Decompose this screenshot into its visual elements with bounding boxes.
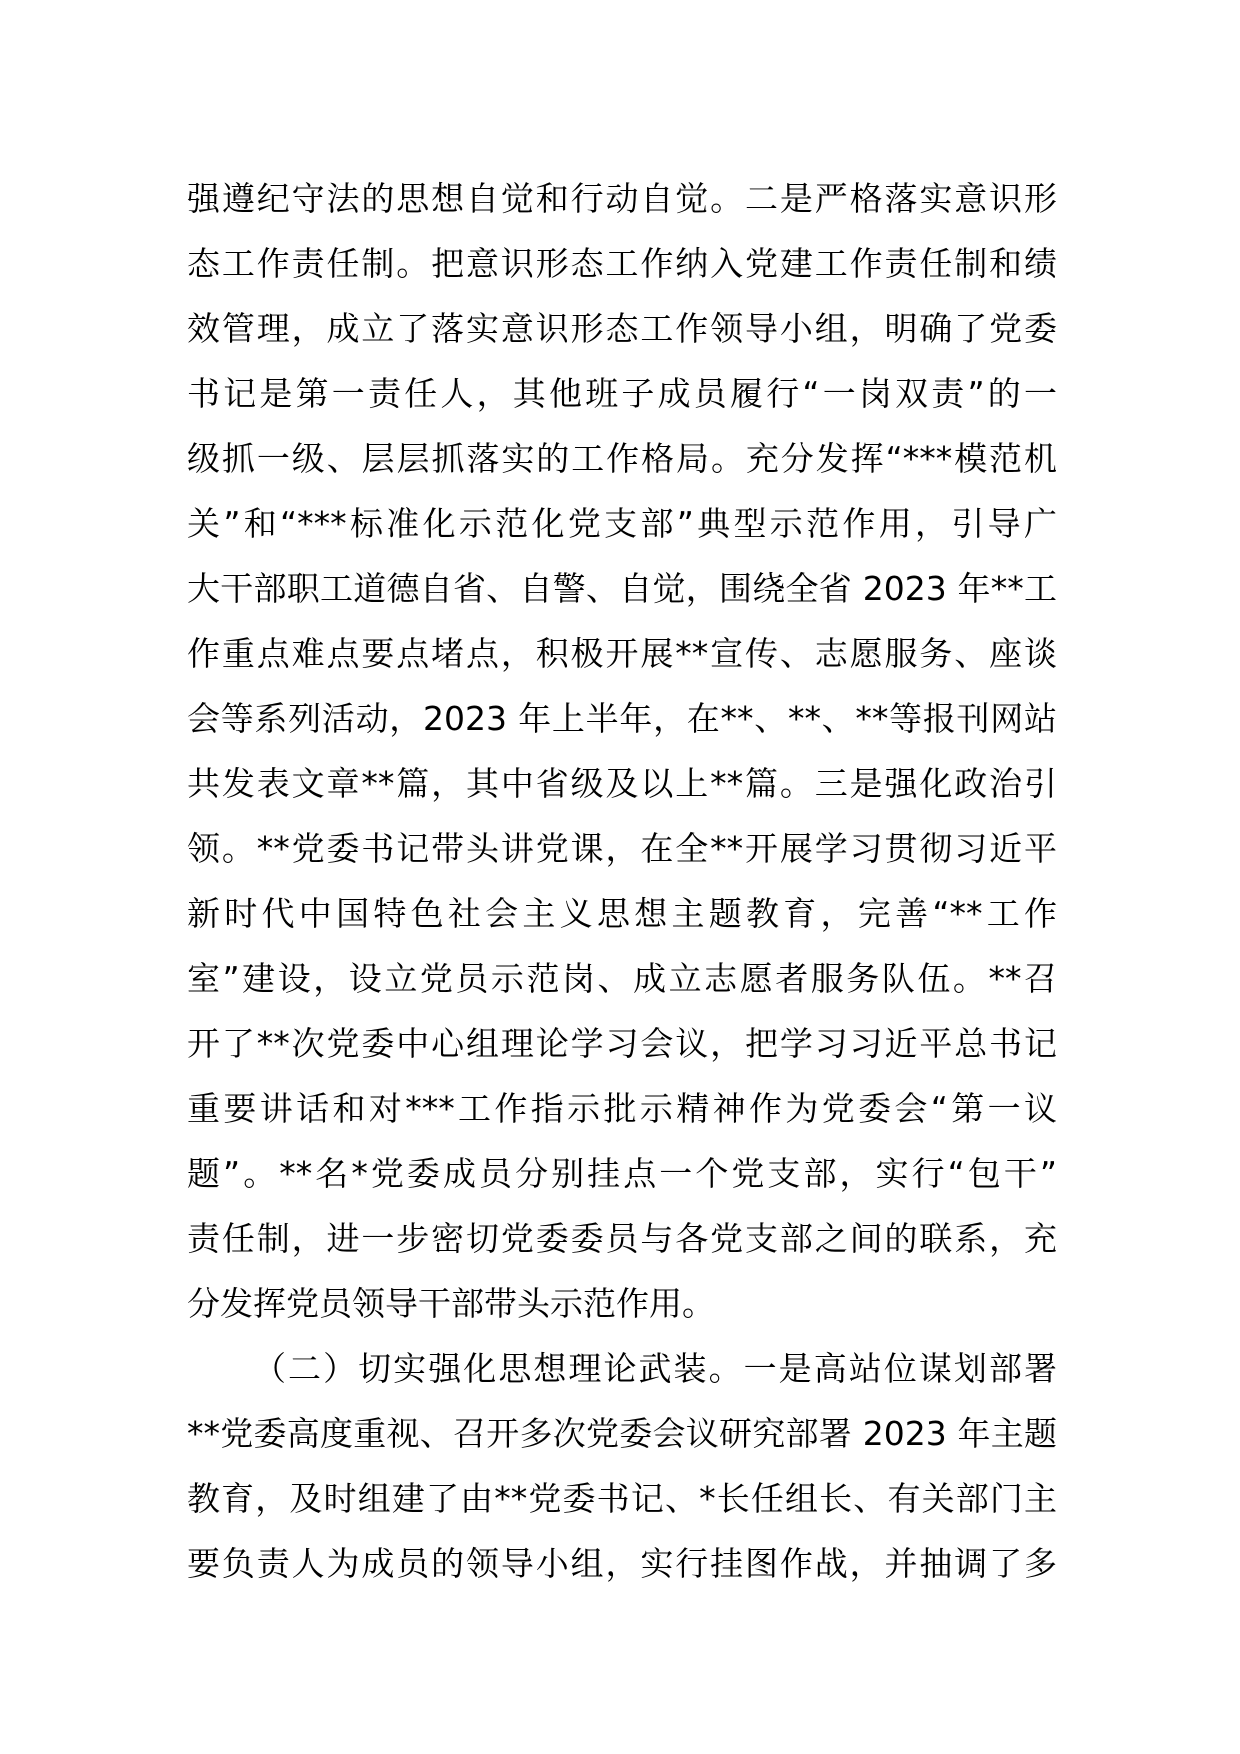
text-line: 领。**党委书记带头讲党课，在全**开展学习贯彻习近平 [187, 829, 1057, 868]
text-line: 大干部职工道德自省、自警、自觉，围绕全省 2023 年**工 [187, 569, 1057, 608]
text-line: 共发表文章**篇，其中省级及以上**篇。三是强化政治引 [187, 764, 1057, 803]
text-line: 开了**次党委中心组理论学习会议，把学习习近平总书记 [187, 1024, 1057, 1063]
text-line: 教育，及时组建了由**党委书记、*长任组长、有关部门主 [187, 1479, 1057, 1518]
body-text [187, 166, 1057, 1596]
text-line: 作重点难点要点堵点，积极开展**宣传、志愿服务、座谈 [187, 634, 1057, 673]
text-line: 级抓一级、层层抓落实的工作格局。充分发挥“***模范机 [187, 439, 1057, 478]
text-line: 强遵纪守法的思想自觉和行动自觉。二是严格落实意识形 [187, 179, 1057, 218]
text-line: 要负责人为成员的领导小组，实行挂图作战，并抽调了多 [187, 1544, 1057, 1583]
text-line: 书记是第一责任人，其他班子成员履行“一岗双责”的一 [187, 374, 1057, 413]
text-line: 新时代中国特色社会主义思想主题教育，完善“**工作 [187, 894, 1057, 933]
text-line: 分发挥党员领导干部带头示范作用。 [187, 1284, 715, 1323]
text-line: 效管理，成立了落实意识形态工作领导小组，明确了党委 [187, 309, 1057, 348]
text-line: 责任制，进一步密切党委委员与各党支部之间的联系，充 [187, 1219, 1057, 1258]
text-line: 态工作责任制。把意识形态工作纳入党建工作责任制和绩 [187, 244, 1057, 283]
text-line: 室”建设，设立党员示范岗、成立志愿者服务队伍。**召 [187, 959, 1057, 998]
section-heading-line: （二）切实强化思想理论武装。一是高站位谋划部署 [253, 1349, 1057, 1388]
text-line: 题”。**名*党委成员分别挂点一个党支部，实行“包干” [187, 1154, 1057, 1193]
text-line: 会等系列活动，2023 年上半年，在**、**、**等报刊网站 [187, 699, 1057, 738]
text-line: 重要讲话和对***工作指示批示精神作为党委会“第一议 [187, 1089, 1057, 1128]
text-line: 关”和“***标准化示范化党支部”典型示范作用，引导广 [187, 504, 1057, 543]
text-line: **党委高度重视、召开多次党委会议研究部署 2023 年主题 [187, 1414, 1057, 1453]
